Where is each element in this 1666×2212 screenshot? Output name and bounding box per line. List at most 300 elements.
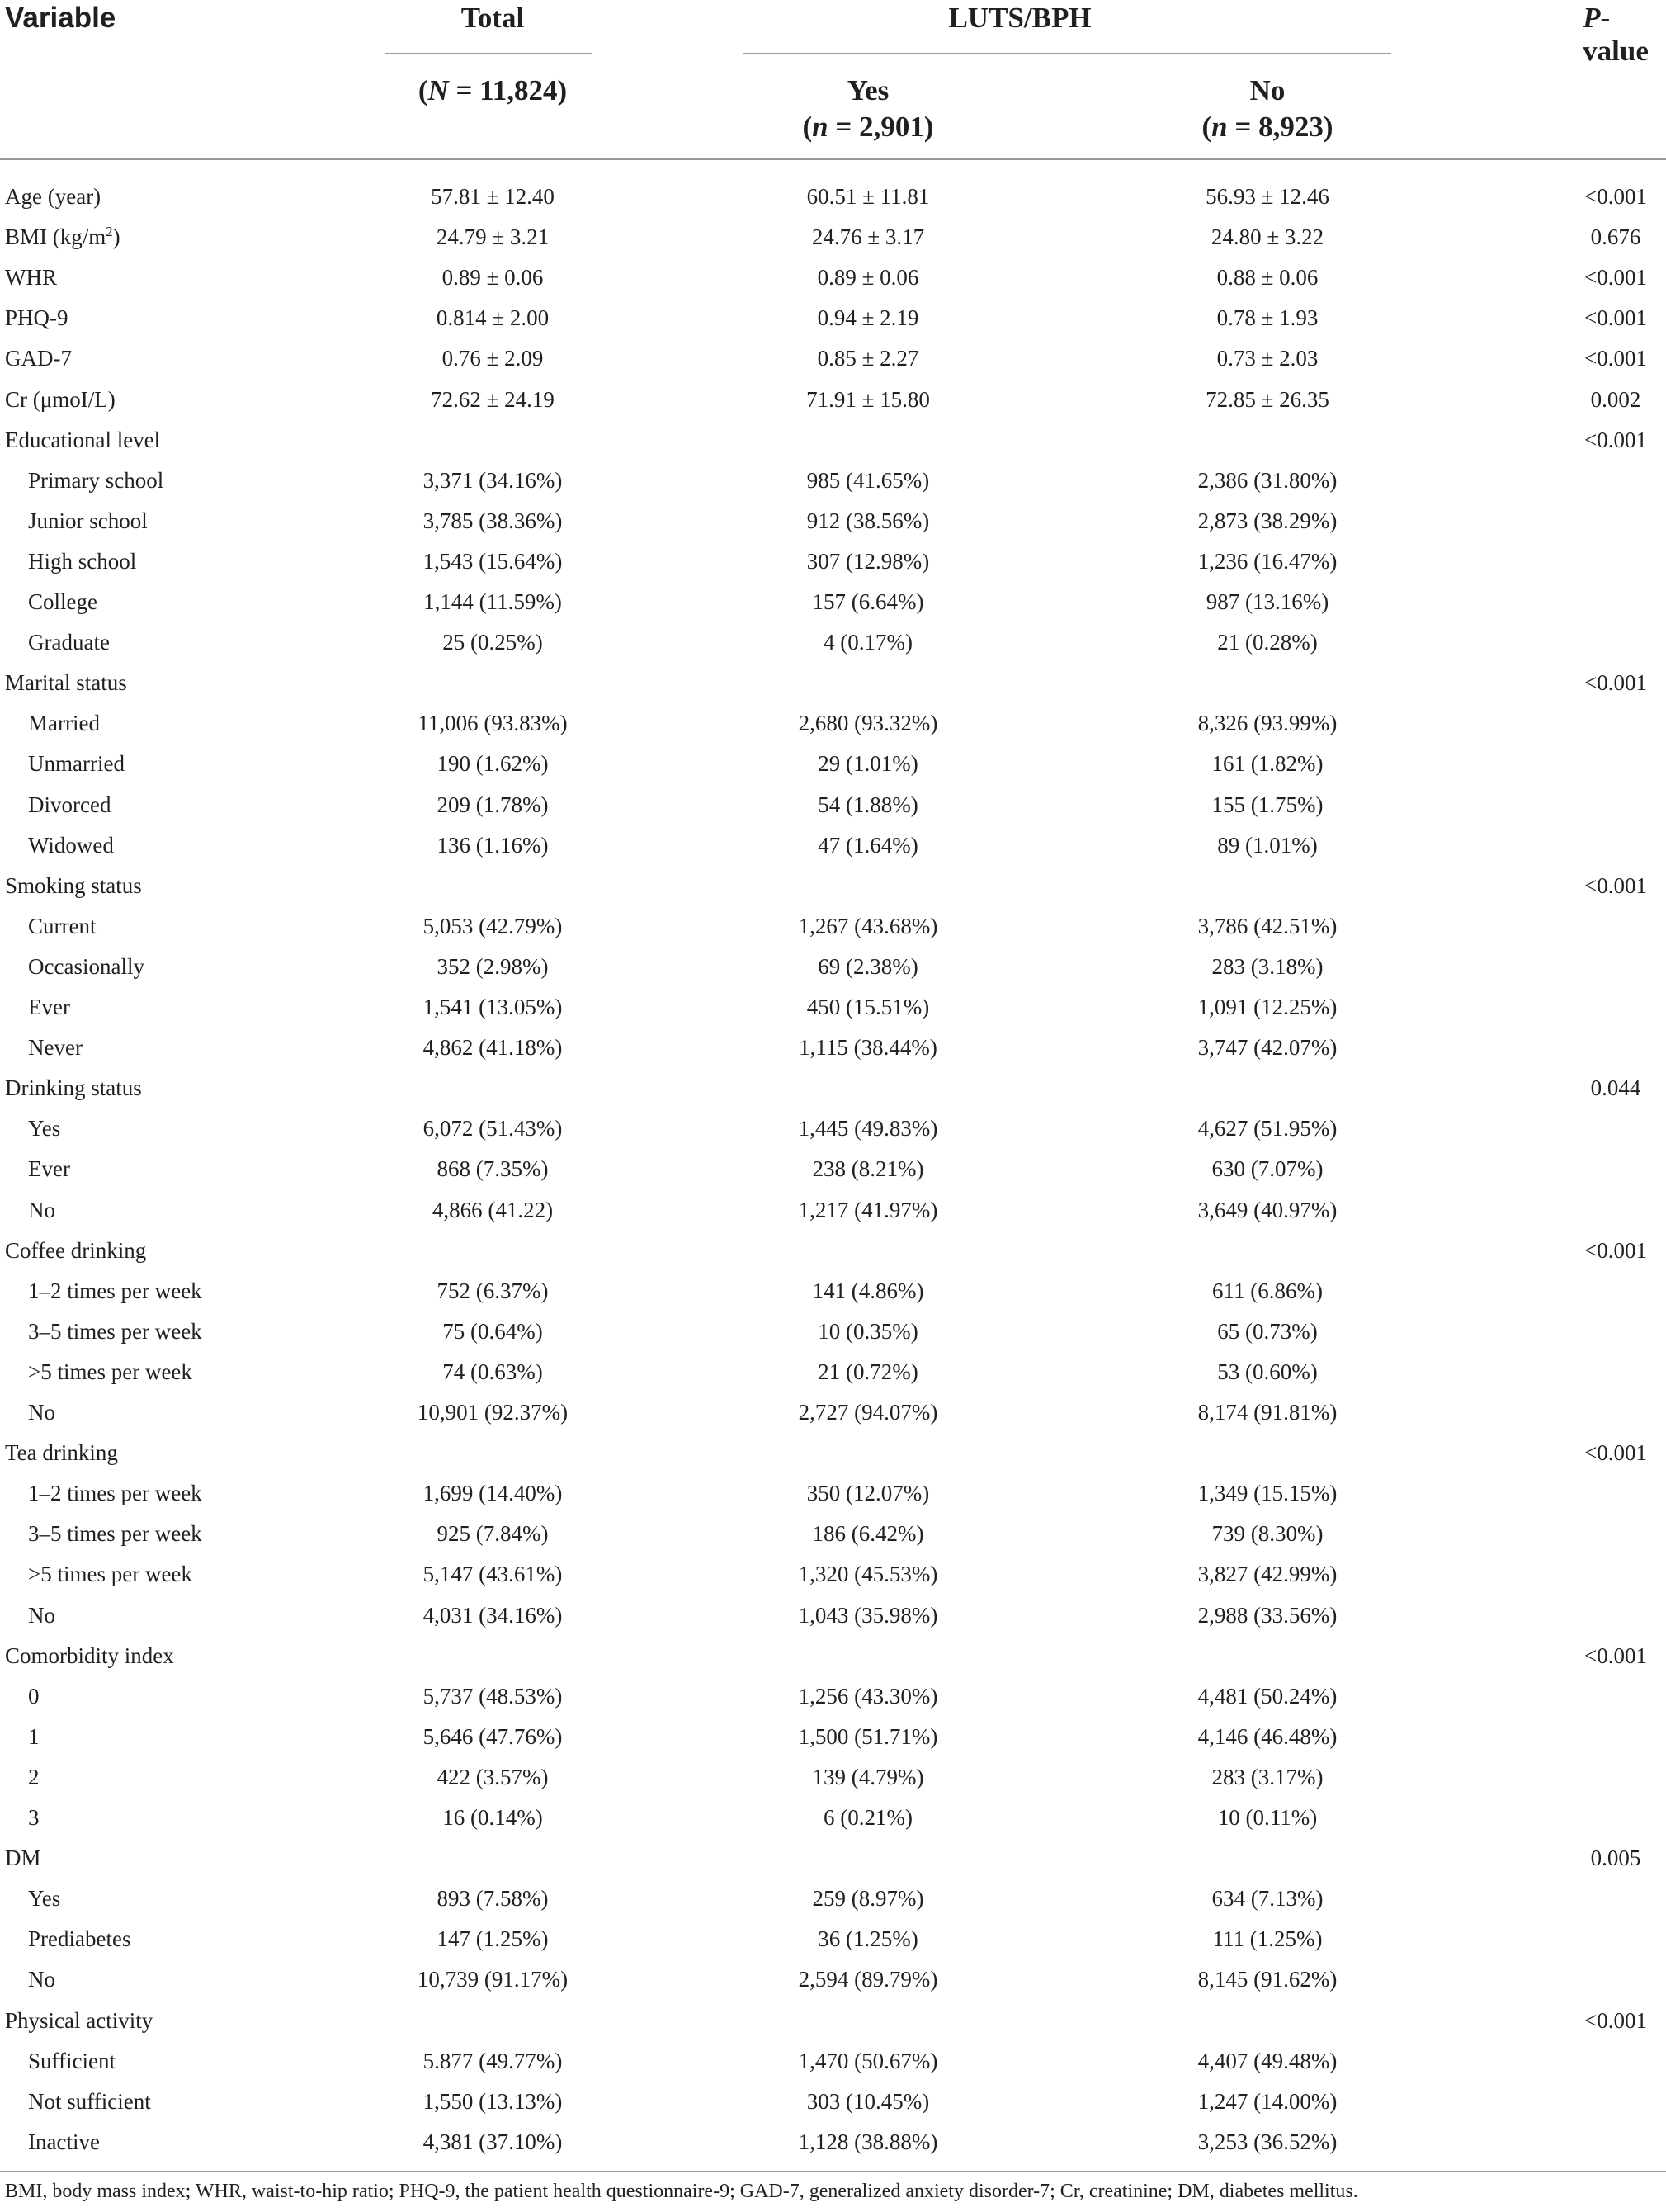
- total-cell: 10,901 (92.37%): [417, 1400, 569, 1425]
- table-row: [0, 906, 1666, 947]
- total-cell: 6,072 (51.43%): [422, 1116, 563, 1141]
- row-label: [5, 298, 68, 338]
- row-label-text: College: [28, 589, 97, 614]
- no-cell: 1,091 (12.25%): [1197, 995, 1338, 1019]
- no-n-rest: = 8,923): [1227, 111, 1333, 143]
- row-label: [28, 906, 96, 947]
- row-label-text: 1–2 times per week: [28, 1278, 202, 1303]
- yes-cell: 71.91 ± 15.80: [806, 386, 930, 412]
- no-cell: 111 (1.25%): [1212, 1926, 1323, 1952]
- total-cell: 4,031 (34.16%): [422, 1602, 563, 1628]
- total-cell: 5,737 (48.53%): [422, 1683, 563, 1709]
- no-cell: 65 (0.73%): [1217, 1318, 1318, 1344]
- row-label: [28, 1959, 55, 2000]
- total-cell: 16 (0.14%): [442, 1805, 543, 1830]
- table-row: [0, 866, 1666, 906]
- row-label-text: Occasionally: [28, 953, 144, 979]
- row-label: [5, 1068, 142, 1108]
- table-row: [0, 1879, 1666, 1919]
- row-label-text: 0: [28, 1683, 40, 1709]
- yes-cell: 139 (4.79%): [812, 1764, 924, 1789]
- yes-cell: 36 (1.25%): [818, 1926, 918, 1952]
- row-label: [28, 987, 70, 1028]
- yes-cell: 1,256 (43.30%): [798, 1683, 938, 1709]
- row-label-text: 3–5 times per week: [28, 1521, 202, 1547]
- no-cell: 630 (7.07%): [1211, 1156, 1324, 1182]
- yes-cell: 1,043 (35.98%): [798, 1602, 938, 1628]
- table-row: [0, 582, 1666, 622]
- row-label: [28, 1595, 55, 1636]
- footnote: BMI, body mass index; WHR, waist-to-hip ratio; PHQ-9, the patient health questionnaire-9; GAD-7, generalized anxiety disorder-7; Cr, creatinine; DM, diabetes mellitus.: [5, 2181, 1358, 2202]
- yes-cell: 1,500 (51.71%): [798, 1723, 938, 1749]
- row-label-text: Tea drinking: [5, 1440, 118, 1466]
- table-row: [0, 1028, 1666, 1068]
- row-label-text: Never: [28, 1035, 83, 1061]
- table-row: [0, 785, 1666, 825]
- yes-cell: 0.85 ± 2.27: [817, 346, 919, 371]
- row-label-text: Sufficient: [28, 2048, 116, 2073]
- row-label-text: Educational level: [5, 427, 161, 452]
- total-cell: 1,144 (11.59%): [423, 589, 562, 614]
- row-label: [28, 1514, 202, 1554]
- yes-cell: 2,680 (93.32%): [798, 711, 938, 736]
- yes-cell: 1,217 (41.97%): [798, 1197, 938, 1222]
- no-cell: 4,146 (46.48%): [1197, 1723, 1338, 1749]
- total-cell: 3,371 (34.16%): [422, 467, 563, 493]
- row-label: [28, 2122, 100, 2162]
- row-label-text: Not sufficient: [28, 2088, 151, 2114]
- yes-cell: 350 (12.07%): [806, 1481, 930, 1506]
- row-label: [5, 1433, 118, 1473]
- row-label: [28, 501, 148, 541]
- table-row: [0, 703, 1666, 744]
- yes-cell: 29 (1.01%): [818, 751, 918, 777]
- row-label: [5, 338, 72, 379]
- pvalue-cell: <0.001: [1584, 346, 1647, 371]
- total-n-italic: N: [427, 74, 449, 106]
- header-no-n: [1202, 111, 1333, 144]
- no-cell: 2,988 (33.56%): [1197, 1602, 1338, 1628]
- no-cell: 8,326 (93.99%): [1197, 711, 1338, 736]
- total-cell: 11,006 (93.83%): [418, 711, 568, 736]
- yes-n-rest: = 2,901): [828, 111, 934, 143]
- yes-cell: 1,115 (38.44%): [799, 1035, 937, 1061]
- header-variable: Variable: [5, 2, 116, 34]
- yes-cell: 0.94 ± 2.19: [817, 305, 919, 331]
- row-label: [5, 2001, 153, 2041]
- row-label: [28, 541, 136, 582]
- row-label-text: Ever: [28, 1156, 70, 1182]
- yes-cell: 54 (1.88%): [818, 792, 918, 817]
- row-label: [28, 1717, 40, 1757]
- row-label-text: Cr (μmoI/L): [5, 386, 116, 412]
- no-cell: 739 (8.30%): [1211, 1521, 1324, 1547]
- yes-cell: 2,727 (94.07%): [798, 1400, 938, 1425]
- row-label: [5, 380, 116, 420]
- no-cell: 1,236 (16.47%): [1197, 548, 1338, 574]
- row-label-text: DM: [5, 1846, 41, 1871]
- row-label-text: 3: [28, 1805, 40, 1830]
- total-cell: 1,543 (15.64%): [422, 548, 563, 574]
- table-row: [0, 298, 1666, 338]
- row-label: [28, 1554, 192, 1595]
- table-row: [0, 2041, 1666, 2082]
- pvalue-rest: -value: [1583, 2, 1649, 67]
- no-cell: 2,386 (31.80%): [1197, 467, 1338, 493]
- yes-cell: 450 (15.51%): [806, 995, 930, 1019]
- yes-cell: 47 (1.64%): [818, 832, 918, 858]
- total-cell: 4,381 (37.10%): [422, 2129, 563, 2154]
- row-label-text: Divorced: [28, 792, 111, 817]
- row-label-text: Graduate: [28, 630, 110, 655]
- row-label: [5, 1231, 146, 1271]
- row-label-text: Physical activity: [5, 2007, 153, 2033]
- row-label: [28, 1028, 83, 1068]
- row-label: [28, 582, 97, 622]
- yes-cell: 10 (0.35%): [818, 1318, 918, 1344]
- table-row: [0, 1190, 1666, 1231]
- pvalue-cell: <0.001: [1584, 2007, 1647, 2033]
- row-label-text: WHR: [5, 265, 57, 291]
- no-cell: 72.85 ± 26.35: [1206, 386, 1329, 412]
- table-row: [0, 1149, 1666, 1189]
- total-cell: 10,739 (91.17%): [417, 1967, 569, 1992]
- row-label: [28, 785, 111, 825]
- row-label-text: PHQ-9: [5, 305, 68, 331]
- row-label: [28, 461, 163, 501]
- total-cell: 147 (1.25%): [437, 1926, 549, 1952]
- no-cell: 4,627 (51.95%): [1197, 1116, 1338, 1141]
- no-cell: 3,649 (40.97%): [1197, 1197, 1338, 1222]
- no-cell: 4,407 (49.48%): [1197, 2048, 1338, 2073]
- table-row: [0, 1757, 1666, 1798]
- row-label-text: 3–5 times per week: [28, 1318, 202, 1344]
- no-cell: 3,747 (42.07%): [1197, 1035, 1338, 1061]
- header-no: No: [1249, 74, 1286, 106]
- yes-cell: 2,594 (89.79%): [798, 1967, 938, 1992]
- pvalue-cell: 0.002: [1590, 386, 1641, 412]
- table-row: [0, 1838, 1666, 1879]
- table-row: [0, 541, 1666, 582]
- row-label-text: No: [28, 1967, 55, 1992]
- table-row: [0, 1919, 1666, 1959]
- yes-cell: 307 (12.98%): [806, 548, 930, 574]
- table-row: [0, 1554, 1666, 1595]
- row-label: [28, 2041, 116, 2082]
- total-cell: 3,785 (38.36%): [422, 508, 563, 533]
- row-label: [5, 663, 127, 703]
- total-cell: 5,053 (42.79%): [422, 913, 563, 938]
- total-cell: 422 (3.57%): [437, 1764, 549, 1789]
- total-cell: 136 (1.16%): [437, 832, 549, 858]
- row-label-text: Married: [28, 711, 100, 736]
- row-label-text: Yes: [28, 1886, 61, 1912]
- row-label-text: >5 times per week: [28, 1562, 192, 1587]
- table-row: [0, 2082, 1666, 2122]
- row-label-text: No: [28, 1400, 55, 1425]
- table-row: [0, 1433, 1666, 1473]
- total-cell: 5,646 (47.76%): [422, 1723, 563, 1749]
- no-cell: 161 (1.82%): [1211, 751, 1324, 777]
- row-label-text: High school: [28, 548, 137, 574]
- table-row: [0, 380, 1666, 420]
- table-row: [0, 217, 1666, 258]
- total-cell: 1,541 (13.05%): [422, 995, 563, 1019]
- yes-cell: 1,267 (43.68%): [798, 913, 938, 938]
- table-row: [0, 1959, 1666, 2000]
- row-label: [28, 1190, 55, 1231]
- row-label: [5, 866, 142, 906]
- yes-cell: 0.89 ± 0.06: [817, 265, 919, 291]
- row-label: [28, 947, 144, 987]
- row-label: [28, 1879, 60, 1919]
- no-n-italic: n: [1211, 111, 1228, 143]
- table-row: [0, 2122, 1666, 2162]
- yes-cell: 259 (8.97%): [812, 1886, 924, 1912]
- row-label: [28, 1108, 60, 1149]
- pvalue-italic: P: [1583, 2, 1601, 34]
- row-label-sup: 2: [106, 224, 113, 240]
- header-group: LUTS/BPH: [948, 2, 1092, 34]
- no-cell: 21 (0.28%): [1217, 630, 1318, 655]
- table-row: [0, 622, 1666, 663]
- total-cell: 925 (7.84%): [437, 1521, 549, 1547]
- row-label-text: No: [28, 1197, 55, 1222]
- yes-cell: 912 (38.56%): [806, 508, 930, 533]
- yes-cell: 4 (0.17%): [824, 630, 913, 655]
- table-row: [0, 338, 1666, 379]
- table-row: [0, 258, 1666, 298]
- total-cell: 190 (1.62%): [437, 751, 549, 777]
- no-cell: 8,145 (91.62%): [1197, 1967, 1338, 1992]
- total-n-rest: = 11,824): [448, 74, 568, 106]
- yes-n-italic: n: [812, 111, 828, 143]
- total-cell: 57.81 ± 12.40: [431, 184, 555, 209]
- row-label-text: Prediabetes: [28, 1926, 131, 1952]
- yes-cell: 1,445 (49.83%): [798, 1116, 938, 1141]
- row-label-text: Smoking status: [5, 872, 142, 898]
- table-row: [0, 744, 1666, 784]
- yes-cell: 60.51 ± 11.81: [806, 184, 930, 209]
- row-label-text: Unmarried: [28, 751, 125, 777]
- yes-cell: 69 (2.38%): [818, 953, 918, 979]
- pvalue-cell: 0.676: [1590, 225, 1641, 250]
- total-cell: 868 (7.35%): [437, 1156, 549, 1182]
- total-cell: 0.89 ± 0.06: [441, 265, 544, 291]
- row-label: [5, 1636, 174, 1676]
- no-cell: 0.78 ± 1.93: [1216, 305, 1319, 331]
- no-cell: 611 (6.86%): [1212, 1278, 1323, 1303]
- table-row: [0, 2001, 1666, 2041]
- total-cell: 5.877 (49.77%): [422, 2048, 563, 2073]
- row-label: [28, 1919, 130, 1959]
- table-row: [0, 1352, 1666, 1392]
- row-label-text: Age (year): [5, 184, 101, 209]
- yes-cell: 238 (8.21%): [812, 1156, 924, 1182]
- table-row: [0, 1108, 1666, 1149]
- no-cell: 89 (1.01%): [1217, 832, 1318, 858]
- total-n-open: (: [418, 74, 428, 106]
- row-label: [5, 1838, 41, 1879]
- table-row: [0, 987, 1666, 1028]
- row-label: [28, 1352, 192, 1392]
- no-cell: 24.80 ± 3.22: [1211, 225, 1324, 250]
- table-row: [0, 1798, 1666, 1838]
- row-label: [5, 217, 120, 258]
- yes-n-open: (: [802, 111, 813, 143]
- table-row: [0, 1636, 1666, 1676]
- total-underline: [385, 53, 592, 54]
- row-label-text: BMI (kg/m: [5, 225, 106, 250]
- row-label-text: Current: [28, 913, 97, 938]
- no-cell: 1,247 (14.00%): [1197, 2088, 1338, 2114]
- no-cell: 10 (0.11%): [1217, 1805, 1318, 1830]
- yes-cell: 1,470 (50.67%): [798, 2048, 938, 2073]
- pvalue-cell: <0.001: [1584, 305, 1647, 331]
- row-label: [28, 1312, 202, 1352]
- header-bottom-rule: [0, 158, 1666, 160]
- table-bottom-rule: [0, 2171, 1666, 2172]
- no-cell: 56.93 ± 12.46: [1206, 184, 1329, 209]
- table-row: [0, 1271, 1666, 1312]
- pvalue-cell: <0.001: [1584, 184, 1647, 209]
- no-cell: 0.73 ± 2.03: [1216, 346, 1319, 371]
- table-row: [0, 947, 1666, 987]
- table-row: [0, 1595, 1666, 1636]
- table-row: [0, 177, 1666, 217]
- no-cell: 283 (3.18%): [1211, 953, 1324, 979]
- yes-cell: 21 (0.72%): [818, 1359, 918, 1384]
- yes-cell: 24.76 ± 3.17: [811, 225, 925, 250]
- pvalue-cell: <0.001: [1584, 265, 1647, 291]
- pvalue-cell: 0.044: [1590, 1075, 1641, 1101]
- row-label: [5, 258, 57, 298]
- row-label-text: Widowed: [28, 832, 114, 858]
- total-cell: 352 (2.98%): [437, 953, 549, 979]
- yes-cell: 985 (41.65%): [806, 467, 930, 493]
- no-cell: 987 (13.16%): [1206, 589, 1329, 614]
- total-cell: 75 (0.64%): [442, 1318, 543, 1344]
- total-cell: 72.62 ± 24.19: [431, 386, 555, 412]
- header-yes-n: [803, 111, 934, 144]
- pvalue-cell: <0.001: [1584, 427, 1647, 452]
- total-cell: 4,866 (41.22): [432, 1197, 554, 1222]
- no-cell: 53 (0.60%): [1217, 1359, 1318, 1384]
- no-cell: 155 (1.75%): [1211, 792, 1324, 817]
- yes-cell: 157 (6.64%): [812, 589, 924, 614]
- row-label-text: Yes: [28, 1116, 61, 1141]
- no-cell: 3,786 (42.51%): [1197, 913, 1338, 938]
- row-label-text: Comorbidity index: [5, 1642, 174, 1668]
- row-label: [28, 1473, 202, 1514]
- row-label: [28, 1676, 40, 1717]
- row-label-tail: ): [112, 225, 120, 250]
- no-cell: 8,174 (91.81%): [1197, 1400, 1338, 1425]
- pvalue-cell: 0.005: [1590, 1846, 1641, 1871]
- table-row: [0, 1473, 1666, 1514]
- table-row: [0, 663, 1666, 703]
- row-label-text: GAD-7: [5, 346, 72, 371]
- row-label-text: 2: [28, 1764, 40, 1789]
- row-label: [28, 1798, 40, 1838]
- no-cell: 1,349 (15.15%): [1197, 1481, 1338, 1506]
- row-label: [28, 1392, 55, 1433]
- row-label-text: 1: [28, 1723, 40, 1749]
- no-cell: 2,873 (38.29%): [1197, 508, 1338, 533]
- row-label: [5, 420, 160, 461]
- header-pvalue: [1583, 2, 1649, 68]
- total-cell: 0.76 ± 2.09: [441, 346, 544, 371]
- row-label: [28, 744, 125, 784]
- table-row: [0, 1312, 1666, 1352]
- yes-cell: 141 (4.86%): [812, 1278, 924, 1303]
- yes-cell: 186 (6.42%): [812, 1521, 924, 1547]
- row-label: [28, 622, 110, 663]
- total-cell: 752 (6.37%): [437, 1278, 549, 1303]
- table-row: [0, 420, 1666, 461]
- no-cell: 283 (3.17%): [1211, 1764, 1324, 1789]
- no-cell: 0.88 ± 0.06: [1216, 265, 1319, 291]
- total-cell: 209 (1.78%): [437, 792, 549, 817]
- pvalue-cell: <0.001: [1584, 1642, 1647, 1668]
- no-cell: 3,253 (36.52%): [1197, 2129, 1338, 2154]
- row-label: [28, 1271, 202, 1312]
- row-label: [28, 1757, 40, 1798]
- pvalue-cell: <0.001: [1584, 1440, 1647, 1466]
- yes-cell: 303 (10.45%): [806, 2088, 930, 2114]
- row-label-text: No: [28, 1602, 55, 1628]
- total-cell: 1,699 (14.40%): [422, 1481, 563, 1506]
- row-label-text: Coffee drinking: [5, 1237, 147, 1263]
- row-label: [28, 2082, 151, 2122]
- row-label-text: Primary school: [28, 467, 164, 493]
- yes-cell: 1,128 (38.88%): [798, 2129, 938, 2154]
- total-cell: 0.814 ± 2.00: [436, 305, 550, 331]
- table-row: [0, 461, 1666, 501]
- table-row: [0, 501, 1666, 541]
- row-label: [28, 703, 100, 744]
- row-label-text: Drinking status: [5, 1075, 142, 1101]
- header-yes: Yes: [847, 74, 890, 106]
- table-row: [0, 1231, 1666, 1271]
- total-cell: 1,550 (13.13%): [422, 2088, 563, 2114]
- yes-cell: 1,320 (45.53%): [798, 1562, 938, 1587]
- pvalue-cell: <0.001: [1584, 1237, 1647, 1263]
- pvalue-cell: <0.001: [1584, 872, 1647, 898]
- total-cell: 4,862 (41.18%): [422, 1035, 563, 1061]
- row-label-text: >5 times per week: [28, 1359, 192, 1384]
- group-underline: [743, 53, 1391, 54]
- row-label-text: Marital status: [5, 670, 127, 696]
- table-row: [0, 1717, 1666, 1757]
- total-cell: 74 (0.63%): [442, 1359, 543, 1384]
- total-cell: 24.79 ± 3.21: [436, 225, 550, 250]
- row-label-text: 1–2 times per week: [28, 1481, 202, 1506]
- total-cell: 893 (7.58%): [437, 1886, 549, 1912]
- row-label: [28, 825, 114, 866]
- no-cell: 3,827 (42.99%): [1197, 1562, 1338, 1587]
- table-row: [0, 1514, 1666, 1554]
- total-cell: 25 (0.25%): [442, 630, 543, 655]
- table-row: [0, 1392, 1666, 1433]
- table-row: [0, 825, 1666, 866]
- header-total: Total: [460, 2, 525, 34]
- row-label: [28, 1149, 70, 1189]
- no-n-open: (: [1201, 111, 1212, 143]
- row-label-text: Inactive: [28, 2129, 100, 2154]
- yes-cell: 6 (0.21%): [824, 1805, 913, 1830]
- table-row: [0, 1068, 1666, 1108]
